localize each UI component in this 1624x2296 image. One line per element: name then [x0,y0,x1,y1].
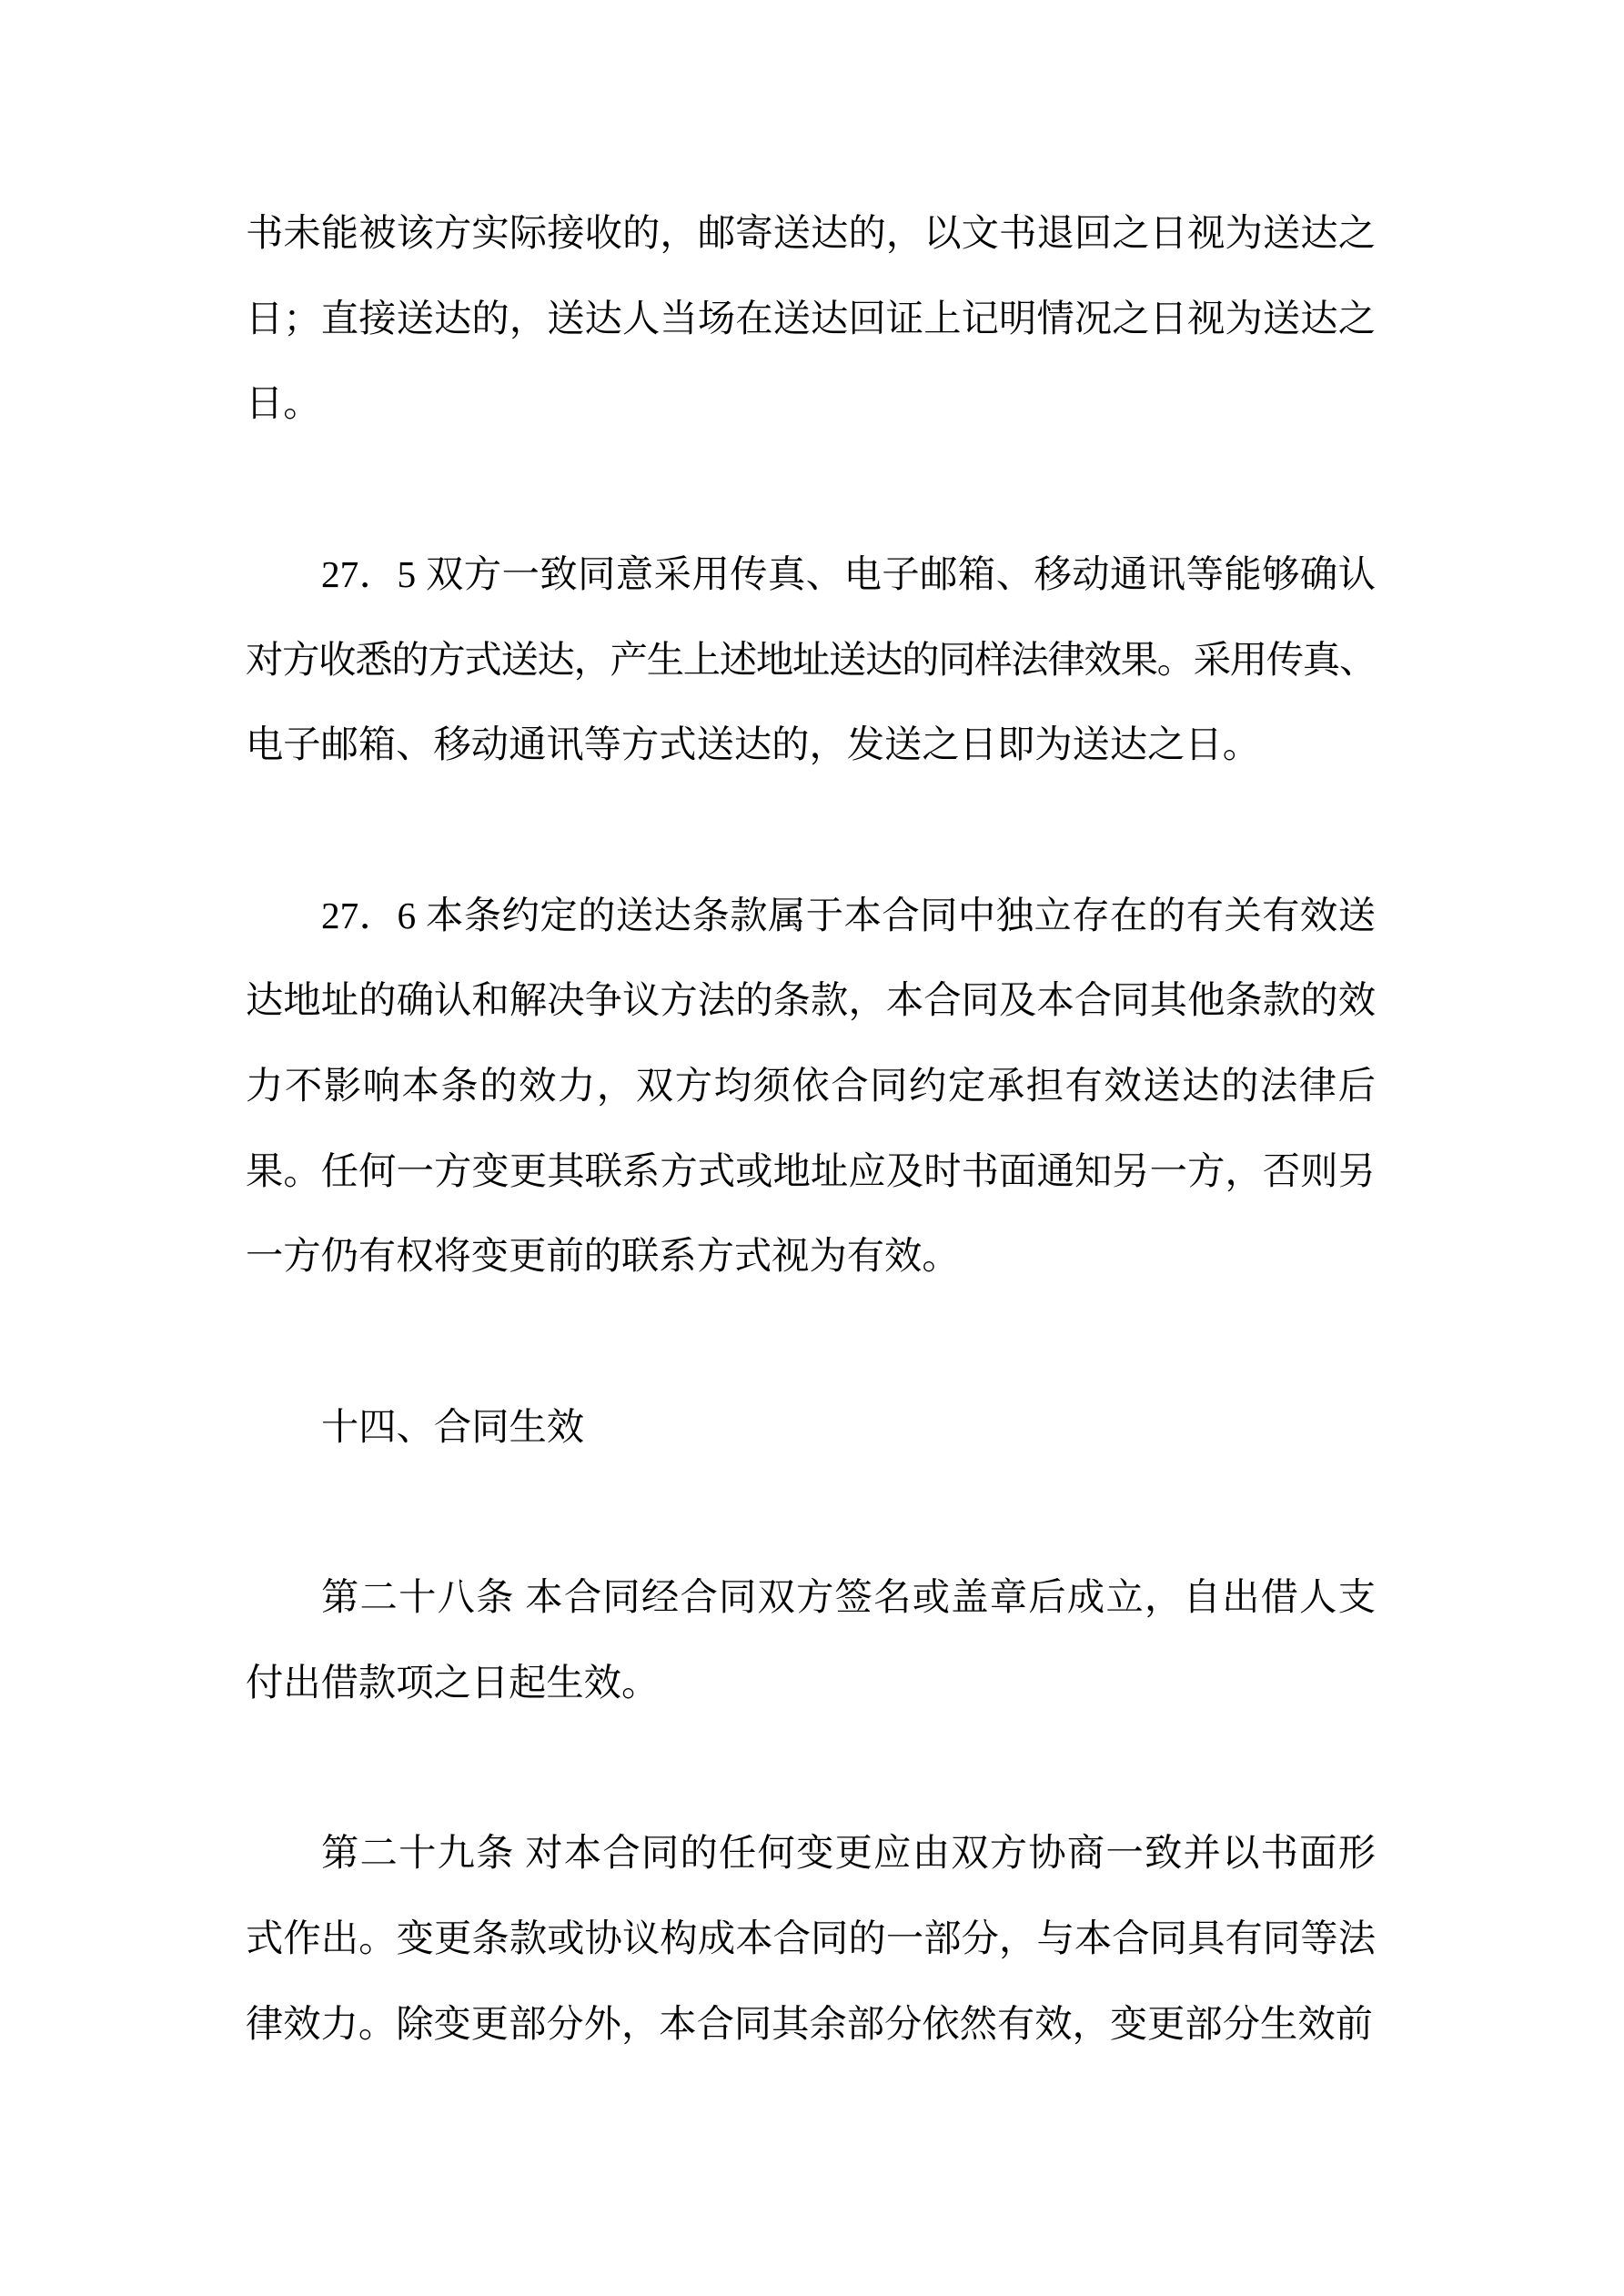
paragraph [246,874,1376,1300]
text-line: 果。任何一方变更其联系方式或地址应及时书面通知另一方，否则另 [246,1149,1376,1192]
paragraph [246,532,1376,788]
paragraph [246,1811,1376,2067]
text-line: 27．6 本条约定的送达条款属于本合同中独立存在的有关有效送 [321,894,1376,936]
text-line: 27．5 双方一致同意采用传真、电子邮箱、移动通讯等能够确认 [321,552,1376,595]
paragraph [246,191,1376,447]
text-line: 电子邮箱、移动通讯等方式送达的，发送之日即为送达之日。 [246,723,1261,766]
text-line: 第二十八条 本合同经合同双方签名或盖章后成立，自出借人支 [321,1576,1376,1619]
paragraph [246,1555,1376,1725]
text-line: 一方仍有权将变更前的联系方式视为有效。 [246,1235,960,1278]
text-line: 对方收悉的方式送达，产生上述地址送达的同样法律效果。采用传真、 [246,638,1376,681]
document-body [246,191,1376,2067]
text-line: 付出借款项之日起生效。 [246,1661,660,1704]
text-line: 式作出。变更条款或协议构成本合同的一部分，与本合同具有同等法 [246,1917,1376,1959]
text-line: 日；直接送达的，送达人当场在送达回证上记明情况之日视为送达之 [246,297,1376,339]
text-line: 律效力。除变更部分外，本合同其余部分依然有效，变更部分生效前 [246,2002,1373,2045]
text-line: 十四、合同生效 [321,1405,585,1448]
text-line: 日。 [246,382,321,425]
text-line: 书未能被该方实际接收的，邮寄送达的，以文书退回之日视为送达之 [246,212,1376,254]
text-line: 达地址的确认和解决争议方法的条款，本合同及本合同其他条款的效 [246,979,1376,1022]
text-line: 力不影响本条的效力，双方均须依合同约定承担有效送达的法律后 [246,1065,1376,1107]
text-line: 第二十九条 对本合同的任何变更应由双方协商一致并以书面形 [321,1832,1376,1875]
section-heading [246,1385,1376,1471]
